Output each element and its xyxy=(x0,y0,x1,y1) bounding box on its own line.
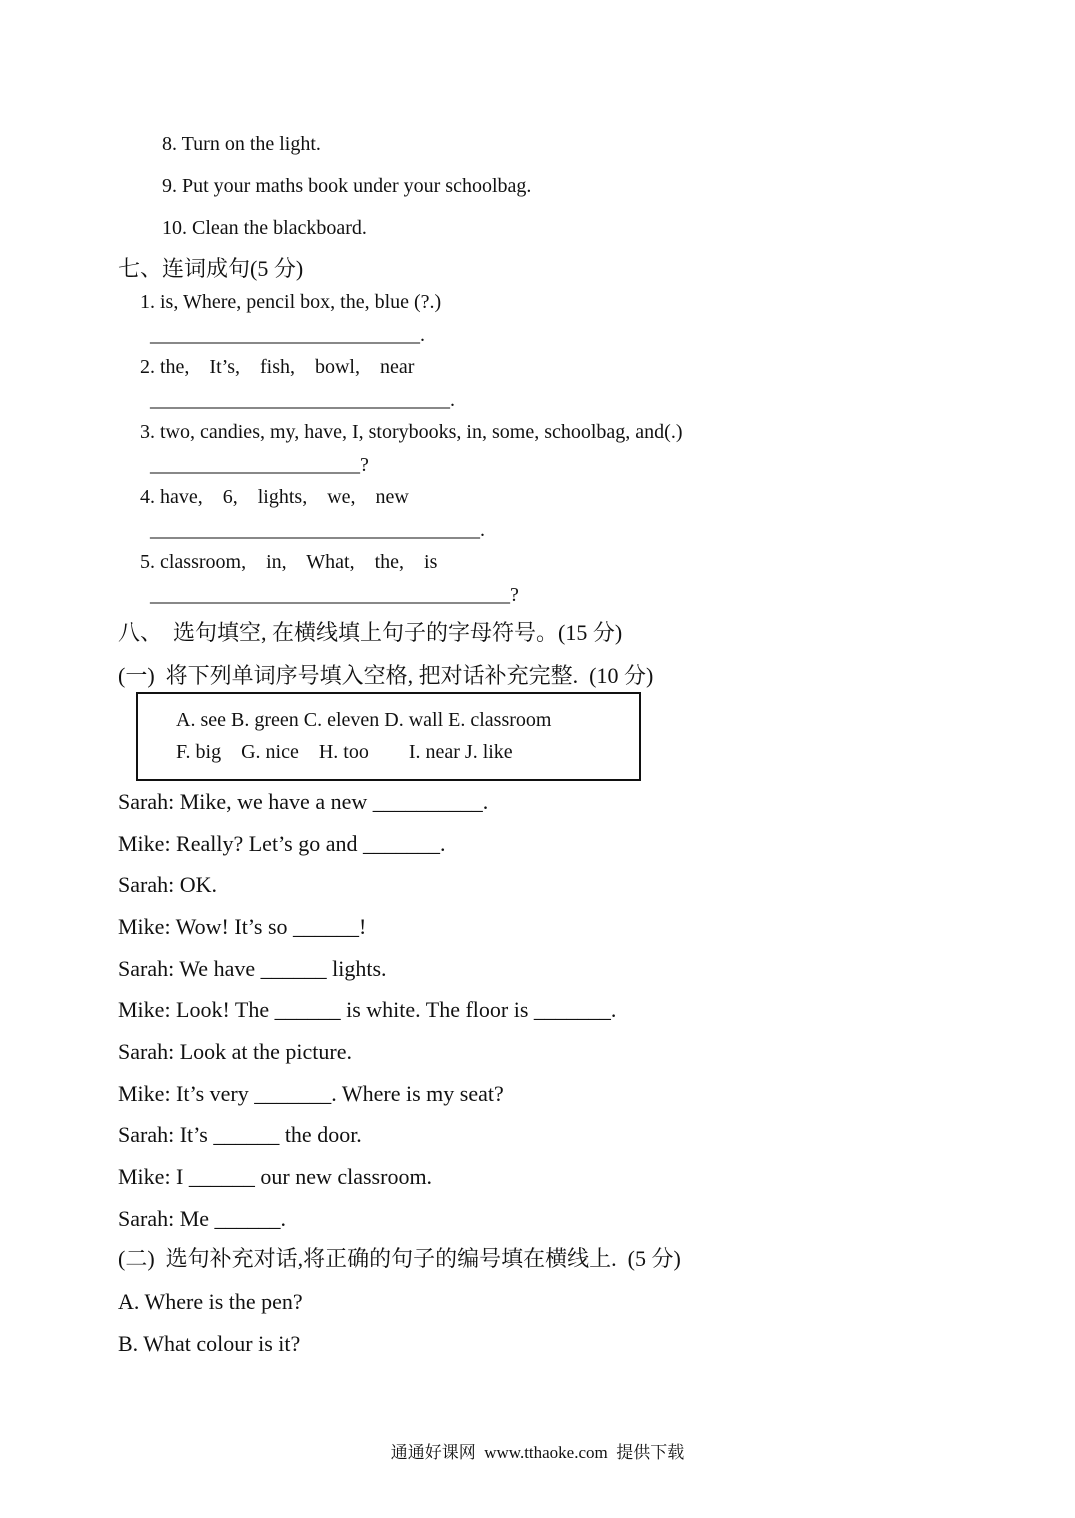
dialogue-line-7: Sarah: Look at the picture. xyxy=(118,1039,352,1064)
option-a: A. Where is the pen? xyxy=(118,1289,303,1314)
s7-item-3-answer-line[interactable]: _____________________? xyxy=(150,454,369,476)
s7-item-1-answer-line[interactable]: ___________________________. xyxy=(150,324,425,346)
list-item-8: 8. Turn on the light. xyxy=(162,133,321,155)
section-8-part2-title: (二) 选句补充对话,将正确的句子的编号填在横线上. (5 分) xyxy=(118,1246,681,1271)
s7-item-5-answer-line[interactable]: ____________________________________? xyxy=(150,584,519,606)
dialogue-line-8: Mike: It’s very _______. Where is my seat? xyxy=(118,1081,504,1106)
dialogue-line-2: Mike: Really? Let’s go and _______. xyxy=(118,831,446,856)
dialogue-line-3: Sarah: OK. xyxy=(118,872,217,897)
word-bank-box xyxy=(136,692,641,781)
word-bank-line-2: F. big G. nice H. too I. near J. like xyxy=(176,741,513,763)
s7-item-4-prompt: 4. have, 6, lights, we, new xyxy=(140,486,409,508)
s7-item-2-prompt: 2. the, It’s, fish, bowl, near xyxy=(140,356,415,378)
list-item-9: 9. Put your maths book under your schoolbag. xyxy=(162,175,532,197)
dialogue-line-9: Sarah: It’s ______ the door. xyxy=(118,1122,362,1147)
s7-item-4-answer-line[interactable]: _________________________________. xyxy=(150,519,485,541)
s7-item-5-prompt: 5. classroom, in, What, the, is xyxy=(140,551,438,573)
dialogue-line-1: Sarah: Mike, we have a new __________. xyxy=(118,789,489,814)
dialogue-line-6: Mike: Look! The ______ is white. The floor is _______. xyxy=(118,997,617,1022)
section-7-title: 七、连词成句(5 分) xyxy=(118,256,304,281)
option-b: B. What colour is it? xyxy=(118,1331,301,1356)
word-bank-line-1: A. see B. green C. eleven D. wall E. classroom xyxy=(176,709,552,731)
list-item-10: 10. Clean the blackboard. xyxy=(162,217,367,239)
section-8-title: 八、 选句填空, 在横线填上句子的字母符号。(15 分) xyxy=(118,620,623,645)
s7-item-1-prompt: 1. is, Where, pencil box, the, blue (?.) xyxy=(140,291,442,313)
s7-item-2-answer-line[interactable]: ______________________________. xyxy=(150,389,455,411)
section-8-part1-title: (一) 将下列单词序号填入空格, 把对话补充完整. (10 分) xyxy=(118,663,654,688)
s7-item-3-prompt: 3. two, candies, my, have, I, storybooks, in, some, schoolbag, and(.) xyxy=(140,421,683,443)
dialogue-line-4: Mike: Wow! It’s so ______! xyxy=(118,914,367,939)
dialogue-line-10: Mike: I ______ our new classroom. xyxy=(118,1164,433,1189)
dialogue-line-11: Sarah: Me ______. xyxy=(118,1206,287,1231)
dialogue-line-5: Sarah: We have ______ lights. xyxy=(118,956,387,981)
page-footer: 通通好课网 www.tthaoke.com 提供下载 xyxy=(390,1443,685,1462)
